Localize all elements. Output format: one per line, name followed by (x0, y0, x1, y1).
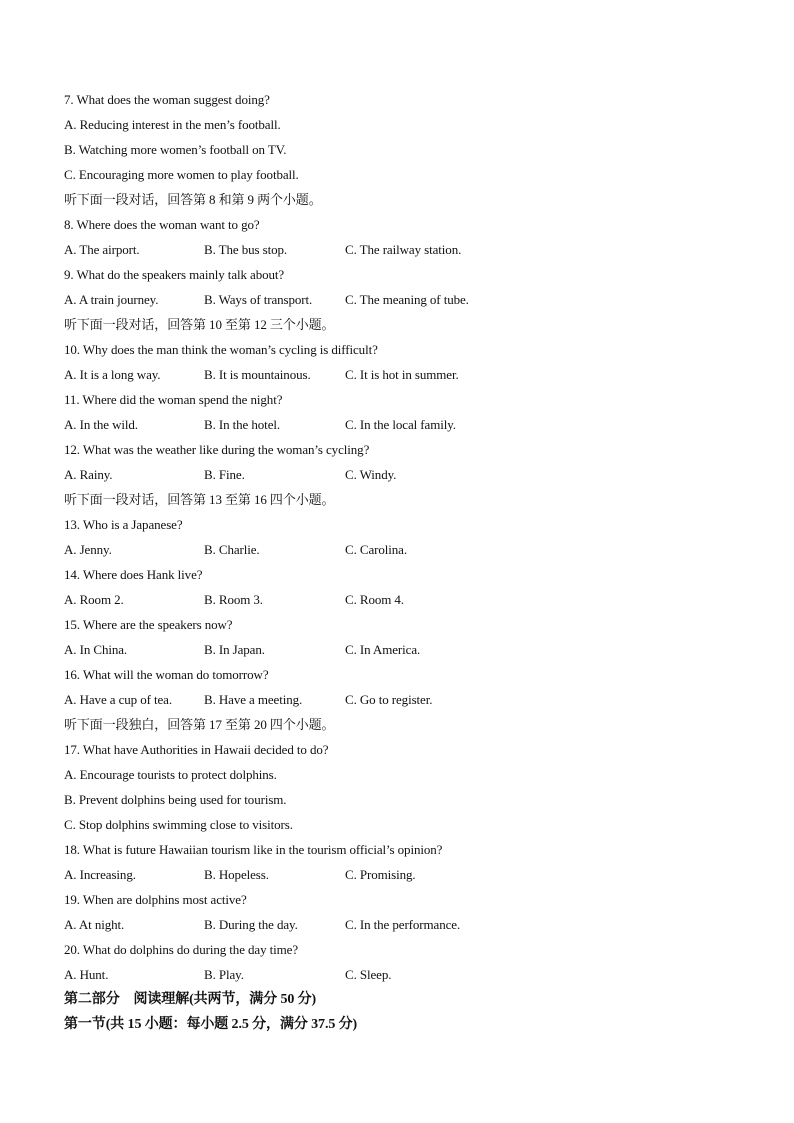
answer-option: B. Play. (204, 967, 244, 982)
answer-option: B. It is mountainous. (204, 367, 311, 382)
answer-options-row (64, 462, 744, 487)
answer-option: B. Fine. (204, 467, 245, 482)
answer-option: A. It is a long way. (64, 367, 161, 382)
answer-option: C. In the local family. (345, 417, 456, 432)
question-text: 15. Where are the speakers now? (64, 617, 233, 632)
answer-options-row (64, 287, 744, 312)
answer-option: C. Carolina. (345, 542, 407, 557)
question-text: 17. What have Authorities in Hawaii decided to do? (64, 742, 329, 757)
answer-option: A. At night. (64, 917, 125, 932)
answer-option: A. The airport. (64, 242, 140, 257)
answer-option: A. In the wild. (64, 417, 138, 432)
question-text: 7. What does the woman suggest doing? (64, 92, 270, 107)
answer-option: A. Encourage tourists to protect dolphins. (64, 767, 277, 782)
exam-page (64, 87, 744, 1037)
question-text: 13. Who is a Japanese? (64, 517, 183, 532)
question-text: 19. When are dolphins most active? (64, 892, 247, 907)
answer-option: B. In the hotel. (204, 417, 281, 432)
answer-option: B. During the day. (204, 917, 298, 932)
answer-option: A. Rainy. (64, 467, 113, 482)
answer-option: B. Charlie. (204, 542, 260, 557)
question-text: 12. What was the weather like during the woman’s cycling? (64, 442, 370, 457)
question-text: 9. What do the speakers mainly talk about? (64, 267, 285, 282)
answer-option: B. Prevent dolphins being used for tourism. (64, 792, 287, 807)
question-text: 8. Where does the woman want to go? (64, 217, 260, 232)
answer-options-row (64, 537, 744, 562)
answer-option: C. In the performance. (345, 917, 461, 932)
answer-option: B. Ways of transport. (204, 292, 313, 307)
answer-option: C. Go to register. (345, 692, 433, 707)
answer-options-row (64, 362, 744, 387)
answer-option: A. Increasing. (64, 867, 136, 882)
answer-option: C. Encouraging more women to play football. (64, 167, 299, 182)
answer-option: C. Stop dolphins swimming close to visitors. (64, 817, 293, 832)
answer-option: C. Room 4. (345, 592, 404, 607)
answer-option: A. Room 2. (64, 592, 124, 607)
answer-option: B. Have a meeting. (204, 692, 303, 707)
answer-option: B. Hopeless. (204, 867, 269, 882)
answer-options-row (64, 962, 744, 987)
question-text: 11. Where did the woman spend the night? (64, 392, 283, 407)
instruction-text: 听下面一段独白，回答第 17 至第 20 四个小题。 (64, 717, 335, 732)
question-text: 20. What do dolphins do during the day time? (64, 942, 299, 957)
answer-options-row (64, 687, 744, 712)
answer-option: B. In Japan. (204, 642, 265, 657)
answer-options-row (64, 637, 744, 662)
question-text: 16. What will the woman do tomorrow? (64, 667, 269, 682)
answer-option: A. A train journey. (64, 292, 159, 307)
answer-options-row (64, 862, 744, 887)
answer-option: C. Promising. (345, 867, 416, 882)
answer-option: A. Hunt. (64, 967, 109, 982)
answer-options-row (64, 237, 744, 262)
answer-option: B. Room 3. (204, 592, 263, 607)
section-heading: 第二部分 阅读理解(共两节，满分 50 分) (64, 992, 317, 1007)
answer-option: A. Jenny. (64, 542, 112, 557)
section-heading: 第一节(共 15 小题：每小题 2.5 分，满分 37.5 分) (64, 1017, 358, 1032)
answer-option: A. Reducing interest in the men’s football. (64, 117, 281, 132)
answer-options-row (64, 912, 744, 937)
question-text: 18. What is future Hawaiian tourism like in the tourism official’s opinion? (64, 842, 443, 857)
answer-option: B. The bus stop. (204, 242, 288, 257)
question-text: 10. Why does the man think the woman’s cycling is difficult? (64, 342, 378, 357)
instruction-text: 听下面一段对话，回答第 13 至第 16 四个小题。 (64, 492, 335, 507)
answer-option: C. Windy. (345, 467, 397, 482)
answer-options-row (64, 412, 744, 437)
answer-options-row (64, 587, 744, 612)
answer-option: C. In America. (345, 642, 421, 657)
answer-option: C. The meaning of tube. (345, 292, 469, 307)
answer-option: A. Have a cup of tea. (64, 692, 172, 707)
instruction-text: 听下面一段对话，回答第 8 和第 9 两个小题。 (64, 192, 322, 207)
answer-option: A. In China. (64, 642, 128, 657)
answer-option: C. The railway station. (345, 242, 462, 257)
question-text: 14. Where does Hank live? (64, 567, 203, 582)
instruction-text: 听下面一段对话，回答第 10 至第 12 三个小题。 (64, 317, 335, 332)
answer-option: C. It is hot in summer. (345, 367, 459, 382)
answer-option: C. Sleep. (345, 967, 392, 982)
answer-option: B. Watching more women’s football on TV. (64, 142, 287, 157)
